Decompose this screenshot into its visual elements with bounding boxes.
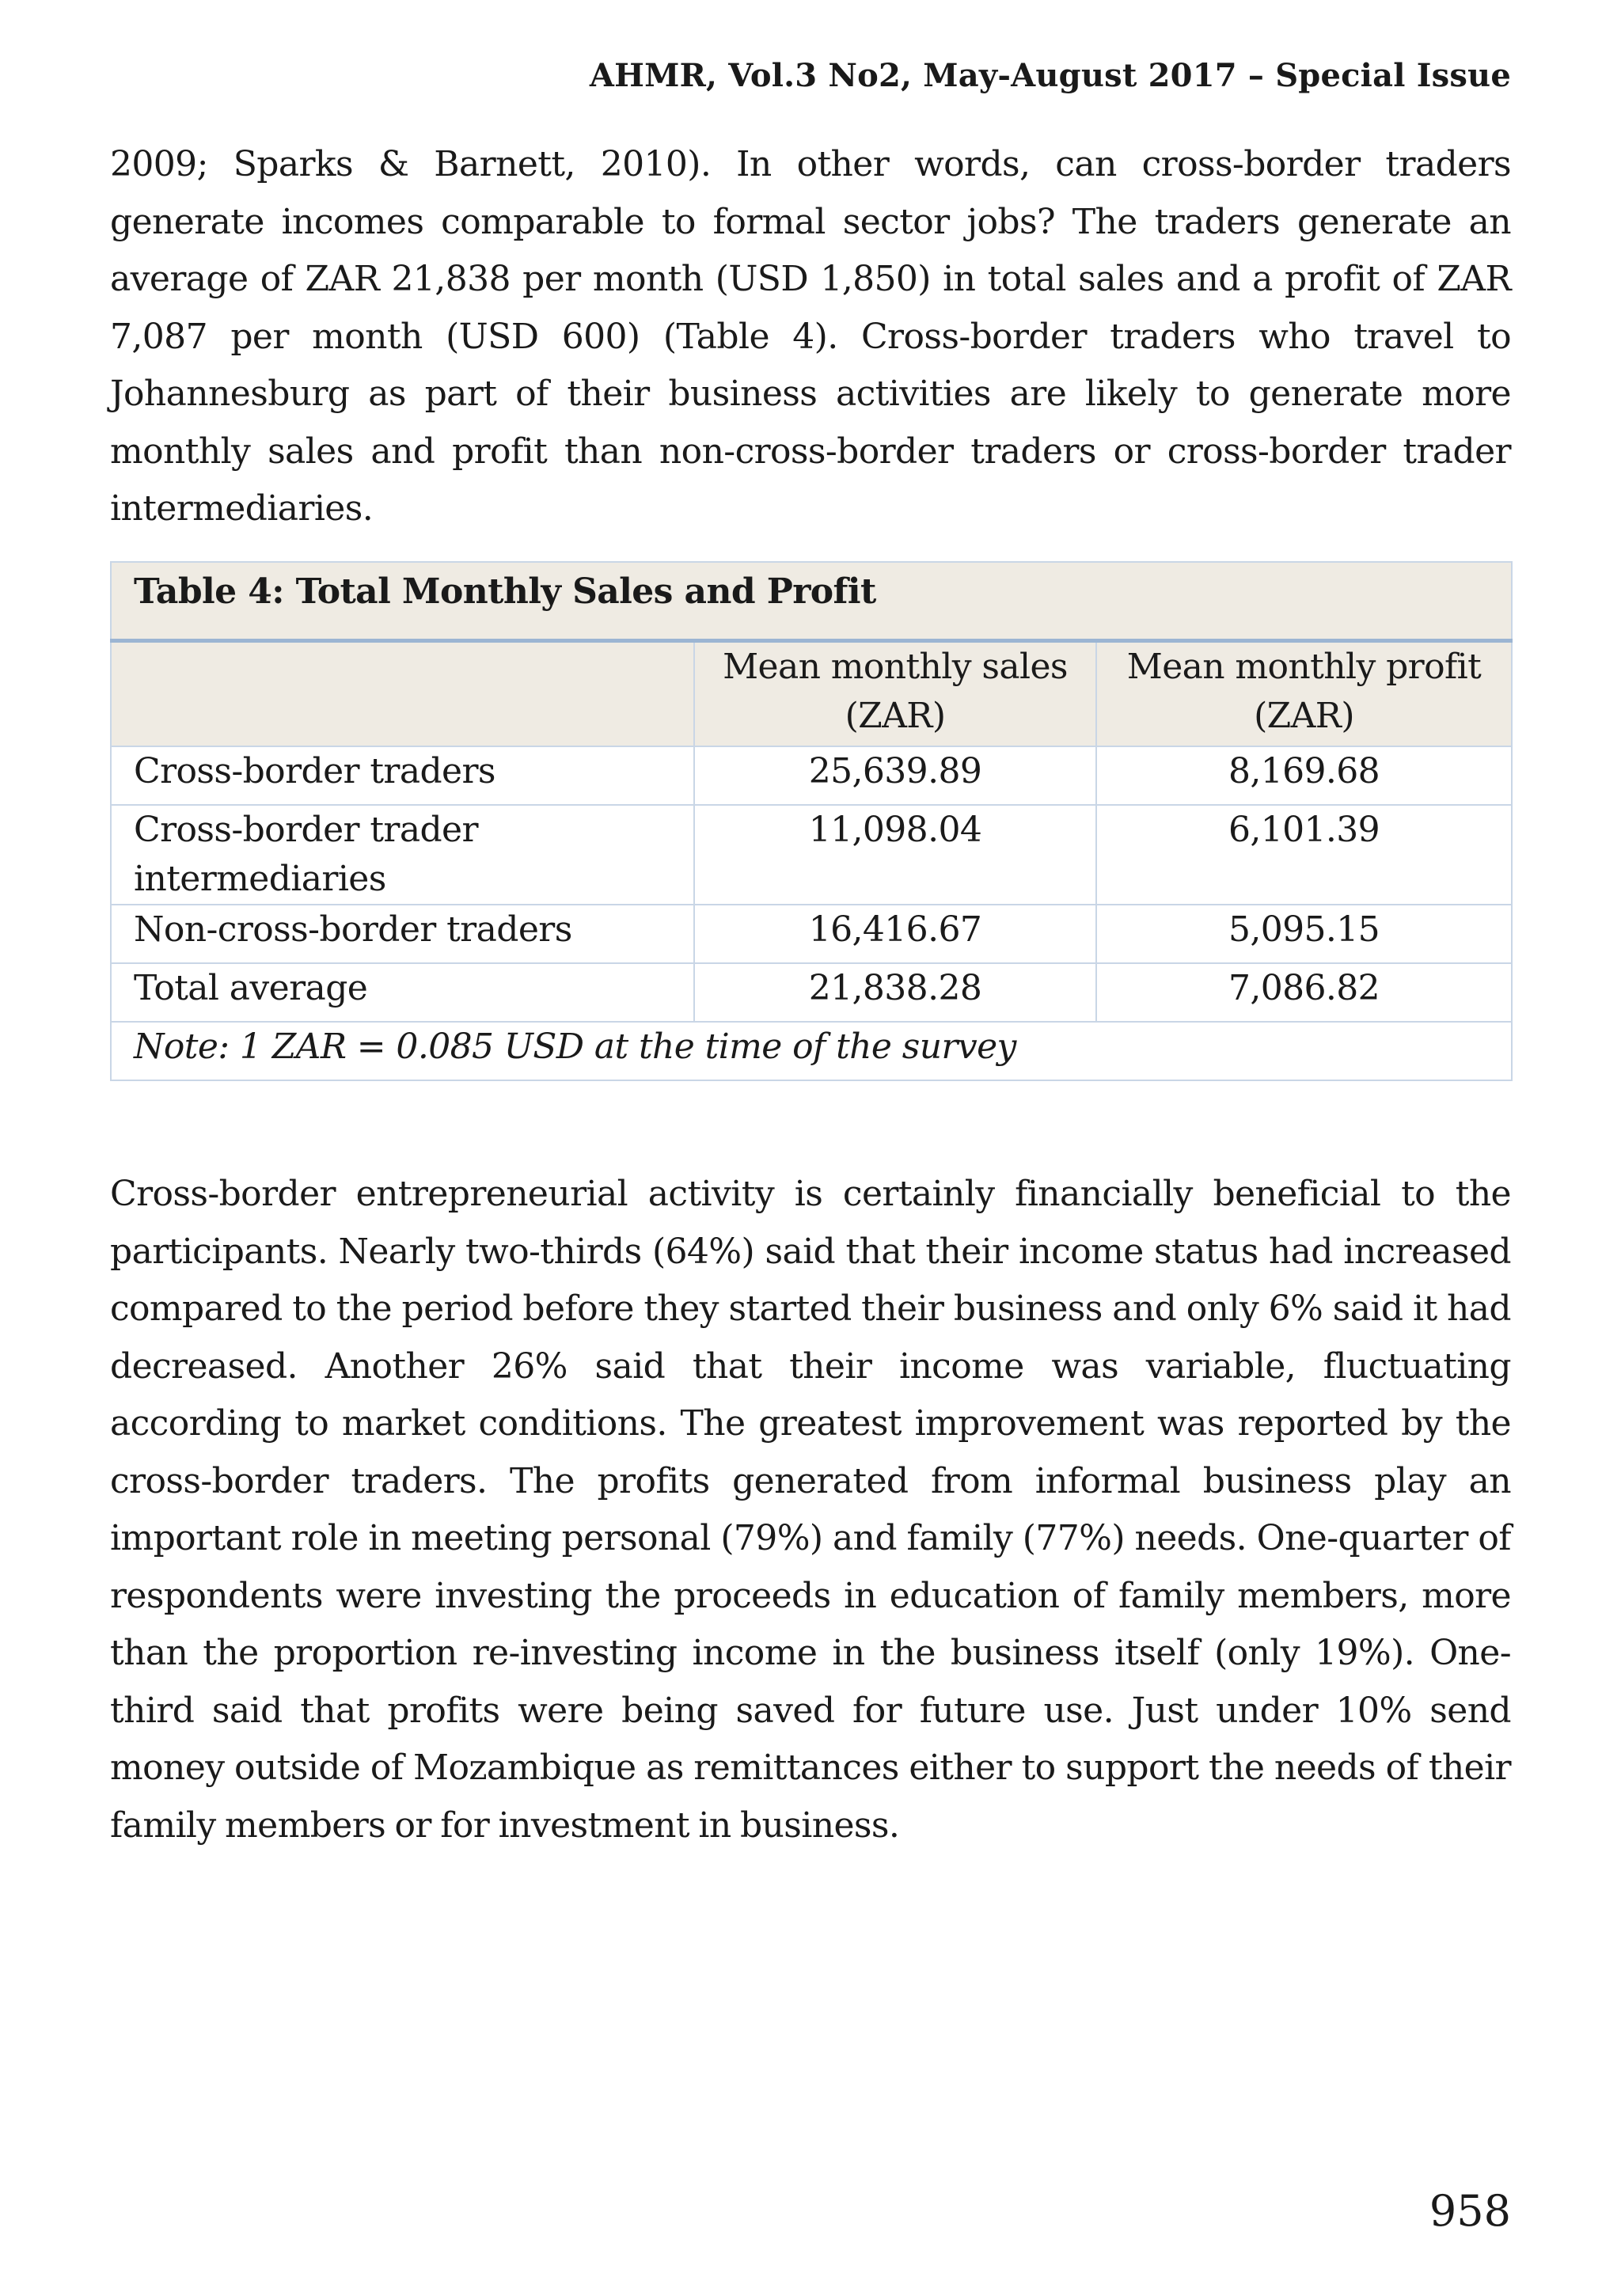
- table-caption: Table 4: Total Monthly Sales and Profit: [111, 562, 1512, 641]
- row-profit: 5,095.15: [1096, 905, 1512, 963]
- table-header-sales: Mean monthly sales (ZAR): [694, 641, 1096, 747]
- table-row: [111, 746, 1512, 805]
- row-label: Total average: [111, 963, 694, 1022]
- row-profit: 8,169.68: [1096, 746, 1512, 805]
- row-label: Cross-border traders: [111, 746, 694, 805]
- body-paragraph-1: 2009; Sparks & Barnett, 2010). In other words, can cross-border traders generate incomes comparable to formal sector jobs? The traders generate an average of ZAR 21,838 per month (USD 1,850) in total sales and a profit of ZAR 7,087 per month (USD 600) (Table 4). Cross-border traders who travel to Johannesburg as part of their business activities are likely to generate more monthly sales and profit than non-cross-border traders or cross-border trader intermediaries.: [110, 144, 1511, 529]
- row-label: Cross-border trader intermediaries: [111, 805, 694, 905]
- row-profit: 7,086.82: [1096, 963, 1512, 1022]
- table-row: [111, 963, 1512, 1022]
- table-caption-row: [111, 562, 1512, 641]
- running-header: AHMR, Vol.3 No2, May-August 2017 – Special Issue: [589, 57, 1511, 94]
- table-header-profit: Mean monthly profit (ZAR): [1096, 641, 1512, 747]
- row-sales: 11,098.04: [694, 805, 1096, 905]
- table-header-stub: [111, 641, 694, 747]
- row-sales: 25,639.89: [694, 746, 1096, 805]
- row-sales: 21,838.28: [694, 963, 1096, 1022]
- sales-profit-table: [110, 561, 1513, 1081]
- table-note: Note: 1 ZAR = 0.085 USD at the time of the survey: [111, 1022, 1512, 1080]
- table-4: [110, 561, 1511, 1081]
- table-header-row: [111, 641, 1512, 747]
- table-row: [111, 905, 1512, 963]
- row-sales: 16,416.67: [694, 905, 1096, 963]
- body-paragraph-2: Cross-border entrepreneurial activity is certainly financially beneficial to the participants. Nearly two-thirds (64%) said that their income status had increased compared to the period before they started their business and only 6% said it had decreased. Another 26% said that their income was variable, fluctuating according to market conditions. The greatest improvement was reported by the cross-border traders. The profits generated from informal business play an important role in meeting personal (79%) and family (77%) needs. One-quarter of respondents were investing the proceeds in education of family members, more than the proportion re-investing income in the business itself (only 19%). One-third said that profits were being saved for future use. Just under 10% send money outside of Mozambique as remittances either to support the needs of their family members or for investment in business.: [110, 1174, 1511, 1846]
- table-note-row: [111, 1022, 1512, 1080]
- row-label: Non-cross-border traders: [111, 905, 694, 963]
- page-number: 958: [1429, 2186, 1511, 2236]
- table-row: [111, 805, 1512, 905]
- row-profit: 6,101.39: [1096, 805, 1512, 905]
